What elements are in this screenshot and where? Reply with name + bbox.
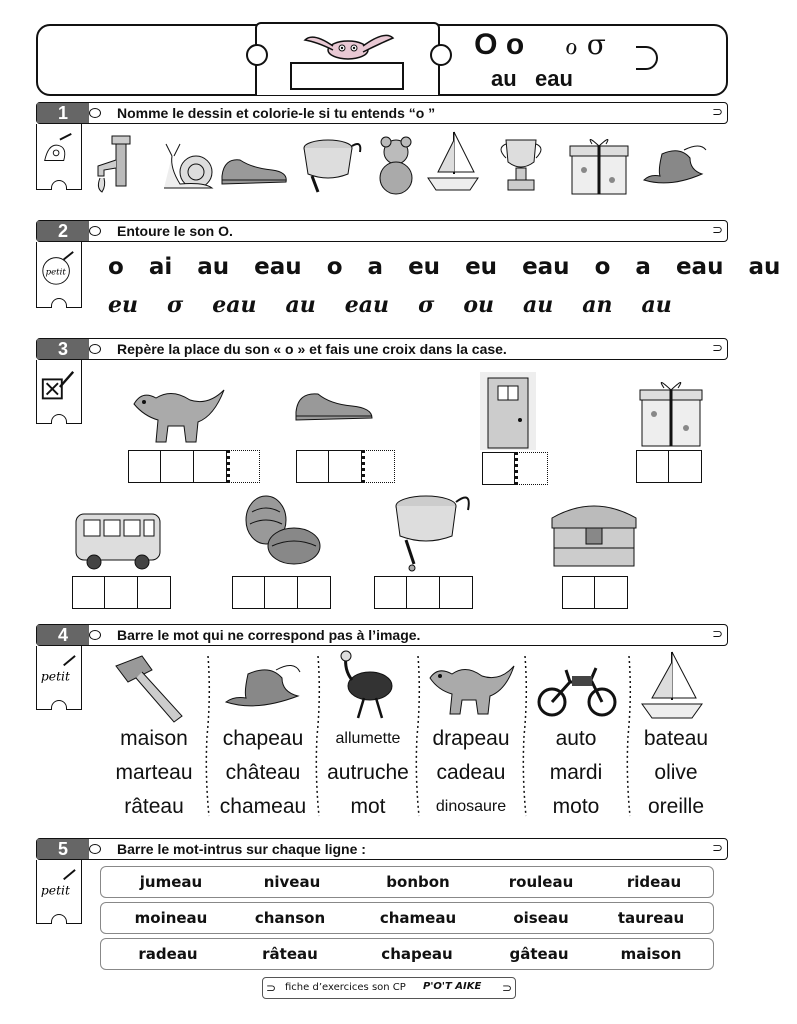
syllable-box[interactable] xyxy=(265,576,298,609)
footer-right-hook-icon: ⊃ xyxy=(501,981,512,995)
s2-cursive-syllable[interactable]: au xyxy=(523,292,554,318)
intrus-row-1 xyxy=(100,866,714,898)
syllable-box[interactable] xyxy=(194,450,227,483)
petit-pencil-icon xyxy=(39,654,77,692)
section-4-notch xyxy=(51,700,67,710)
s2-cursive-syllable[interactable]: σ xyxy=(167,292,184,318)
syllable-box[interactable] xyxy=(562,576,595,609)
section-3-notch xyxy=(51,414,67,424)
intrus-row-2 xyxy=(100,902,714,934)
s2-cursive-syllable[interactable]: au xyxy=(641,292,672,318)
coffre-image xyxy=(546,494,642,570)
cadeau-image-2 xyxy=(636,372,706,448)
drawing-pencil-icon xyxy=(39,132,77,170)
section-2-rail xyxy=(36,242,82,308)
s2-syllable[interactable]: eu xyxy=(465,254,498,280)
puzzle-knob-right xyxy=(430,44,452,66)
s2-cursive-syllable[interactable]: eau xyxy=(212,292,257,318)
section-1-bar xyxy=(36,102,728,124)
s2-cursive-syllable[interactable]: eau xyxy=(344,292,390,318)
s2-syllable[interactable]: eu xyxy=(408,254,441,280)
syllable-boxes-autobus xyxy=(72,576,171,609)
s2-syllable[interactable]: eau xyxy=(522,254,570,280)
section-1-hook-icon: ⊃ xyxy=(712,105,723,120)
section-3-number: 3 xyxy=(37,339,89,359)
section-4-number: 4 xyxy=(37,625,89,645)
intrus-word[interactable]: radeau xyxy=(138,945,198,963)
porte-image xyxy=(476,372,540,450)
intrus-word[interactable]: maison xyxy=(620,945,682,963)
syllable-box[interactable] xyxy=(595,576,628,609)
intrus-word[interactable]: gâteau xyxy=(509,945,569,963)
intrus-row-3 xyxy=(100,938,714,970)
syllable-box-silent[interactable] xyxy=(515,452,548,485)
s2-cursive-syllable[interactable]: σ xyxy=(418,292,435,318)
footer-left-hook-icon: ⊃ xyxy=(266,981,277,995)
title-script: ℴ σ xyxy=(564,28,606,61)
word-choice[interactable]: bateau xyxy=(643,727,709,750)
word-column-bateau xyxy=(623,722,729,824)
marteau-image xyxy=(112,652,192,724)
intrus-word[interactable]: niveau xyxy=(263,873,321,891)
intrus-word[interactable]: oiseau xyxy=(513,909,569,927)
intrus-word[interactable]: bonbon xyxy=(386,873,450,891)
svg-text:petit: petit xyxy=(40,669,70,684)
syllable-box[interactable] xyxy=(105,576,138,609)
syllable-box[interactable] xyxy=(440,576,473,609)
syllable-box[interactable] xyxy=(407,576,440,609)
word-choice[interactable]: cadeau xyxy=(436,761,506,784)
syllable-boxes-dinosaure xyxy=(128,450,260,483)
coupe-image xyxy=(494,134,548,196)
section-3-dot xyxy=(89,344,101,354)
word-column-chapeau xyxy=(210,722,316,824)
section-2-bar xyxy=(36,220,728,242)
syllable-boxes-porte xyxy=(482,452,548,485)
word-choice[interactable]: autruche xyxy=(327,761,409,784)
intrus-word[interactable]: chanson xyxy=(254,909,326,927)
section-1-instruction: Nomme le dessin et colorie-le si tu entends “o ” xyxy=(117,105,436,121)
syllable-box[interactable] xyxy=(298,576,331,609)
section-1-dot xyxy=(89,108,101,118)
syllable-box[interactable] xyxy=(329,450,362,483)
svg-text:petit: petit xyxy=(45,267,66,278)
s2-cursive-syllable[interactable]: ou xyxy=(463,292,494,318)
syllable-box-silent[interactable] xyxy=(227,450,260,483)
bunny-mascot-icon xyxy=(293,26,403,66)
word-column-marteau xyxy=(101,722,207,824)
s2-syllable[interactable]: o xyxy=(108,254,124,280)
dinosaure-image-2 xyxy=(426,654,518,718)
header-title xyxy=(452,28,628,62)
s2-syllable[interactable]: eau xyxy=(254,254,302,280)
title-main: O o xyxy=(474,28,525,61)
section-2-dot xyxy=(89,226,101,236)
artichauts-image xyxy=(232,490,326,572)
bateau-image-2 xyxy=(640,648,704,724)
syllable-box[interactable] xyxy=(374,576,407,609)
word-choice[interactable]: dinosaure xyxy=(435,798,507,815)
s2-cursive-syllable[interactable]: au xyxy=(285,292,316,318)
section-5-notch xyxy=(51,914,67,924)
section-5-bar xyxy=(36,838,728,860)
checkbox-pencil-icon xyxy=(39,368,77,406)
word-choice[interactable]: mardi xyxy=(549,761,603,784)
section-4-rail xyxy=(36,646,82,710)
word-choice[interactable]: maison xyxy=(120,727,188,750)
dinosaure-image xyxy=(128,376,228,448)
robinet-image xyxy=(90,132,150,194)
syllable-boxes-chaussure xyxy=(296,450,395,483)
syllable-box[interactable] xyxy=(161,450,194,483)
syllable-box[interactable] xyxy=(296,450,329,483)
syllable-box[interactable] xyxy=(232,576,265,609)
intrus-word[interactable]: rouleau xyxy=(508,873,574,891)
word-choice[interactable]: oreille xyxy=(647,795,705,818)
word-choice[interactable]: râteau xyxy=(124,795,184,818)
s2-syllable[interactable]: au xyxy=(197,254,230,280)
syllable-boxes-coffre xyxy=(562,576,628,609)
section-5-hook-icon: ⊃ xyxy=(712,841,723,856)
intrus-word[interactable]: moineau xyxy=(134,909,208,927)
intrus-word[interactable]: jumeau xyxy=(139,873,203,891)
intrus-word[interactable]: rideau xyxy=(626,873,682,891)
word-choice[interactable]: allumette xyxy=(335,730,401,747)
syllable-box[interactable] xyxy=(636,450,669,483)
escargot-image xyxy=(160,138,218,194)
word-column-moto xyxy=(523,722,629,824)
section-4-instruction: Barre le mot qui ne correspond pas à l’image. xyxy=(117,627,421,643)
s2-syllable[interactable]: eau xyxy=(675,254,724,280)
section-2-cursive-line xyxy=(108,292,728,318)
section-1-rail xyxy=(36,124,82,190)
word-column-autruche xyxy=(315,722,421,824)
autruche-image xyxy=(330,650,406,720)
bateau-image xyxy=(424,128,482,196)
s2-syllable[interactable]: a xyxy=(635,254,651,280)
s2-syllable[interactable]: o xyxy=(326,254,343,280)
intrus-word[interactable]: taureau xyxy=(617,909,685,927)
section-2-print-line xyxy=(108,254,781,280)
s2-syllable[interactable]: au xyxy=(748,254,781,280)
chapeau-image xyxy=(640,140,710,192)
footer-banner xyxy=(262,977,516,999)
section-5-dot xyxy=(89,844,101,854)
word-column-dinosaure xyxy=(418,722,524,824)
petit-pencil-icon xyxy=(39,250,77,288)
ours-image xyxy=(372,136,420,196)
section-4-dot xyxy=(89,630,101,640)
autobus-image xyxy=(70,504,166,572)
puzzle-knob-left xyxy=(246,44,268,66)
section-5-number: 5 xyxy=(37,839,89,859)
word-choice[interactable]: auto xyxy=(555,727,597,750)
name-field-box[interactable] xyxy=(290,62,404,90)
word-choice[interactable]: olive xyxy=(654,761,698,784)
section-4-bar xyxy=(36,624,728,646)
syllable-box[interactable] xyxy=(72,576,105,609)
casserole-image-2 xyxy=(386,484,472,574)
section-4-hook-icon: ⊃ xyxy=(712,627,723,642)
section-2-notch xyxy=(51,298,67,308)
s2-cursive-syllable[interactable]: eu xyxy=(108,292,138,318)
word-choice[interactable]: chameau xyxy=(219,795,307,818)
footer-text: fiche d’exercices son CP xyxy=(285,982,406,993)
intrus-word[interactable]: chameau xyxy=(379,909,457,927)
section-5-rail xyxy=(36,860,82,924)
casserole-image xyxy=(298,132,362,200)
footer-logo: P'O'T AIKE xyxy=(423,981,482,992)
word-choice[interactable]: moto xyxy=(552,795,600,818)
syllable-box-silent[interactable] xyxy=(362,450,395,483)
chapeau-image-2 xyxy=(222,658,304,716)
moto-image xyxy=(536,654,618,720)
syllable-box[interactable] xyxy=(482,452,515,485)
syllable-box[interactable] xyxy=(128,450,161,483)
svg-text:petit: petit xyxy=(40,883,70,898)
section-3-rail xyxy=(36,360,82,424)
s2-syllable[interactable]: ai xyxy=(148,254,173,280)
word-choice[interactable]: marteau xyxy=(115,761,193,784)
chaussure-image-2 xyxy=(292,380,376,426)
s2-syllable[interactable]: a xyxy=(367,254,384,280)
section-2-hook-icon: ⊃ xyxy=(712,223,723,238)
section-2-instruction: Entoure le son O. xyxy=(117,223,233,239)
word-choice[interactable]: chapeau xyxy=(222,727,304,750)
section-3-bar xyxy=(36,338,728,360)
intrus-word[interactable]: râteau xyxy=(262,945,318,963)
section-3-instruction: Repère la place du son « o » et fais une croix dans la case. xyxy=(117,341,507,357)
s2-cursive-syllable[interactable]: an xyxy=(582,292,613,318)
syllable-box[interactable] xyxy=(669,450,702,483)
section-2-number: 2 xyxy=(37,221,89,241)
petit-pencil-icon xyxy=(39,868,77,906)
section-1-number: 1 xyxy=(37,103,89,123)
section-1-notch xyxy=(51,180,67,190)
header-subtitle: au eau xyxy=(491,66,573,91)
section-3-hook-icon: ⊃ xyxy=(712,341,723,356)
chaussure-image xyxy=(218,146,290,188)
s2-syllable[interactable]: o xyxy=(594,254,611,280)
intrus-word[interactable]: chapeau xyxy=(381,945,453,963)
syllable-boxes-cadeau xyxy=(636,450,702,483)
cadeau-image xyxy=(566,132,632,198)
word-choice[interactable]: mot xyxy=(350,795,386,818)
word-choice[interactable]: drapeau xyxy=(432,727,510,750)
syllable-boxes-casserole xyxy=(374,576,473,609)
section-5-instruction: Barre le mot-intrus sur chaque ligne : xyxy=(117,841,366,857)
word-choice[interactable]: château xyxy=(225,761,301,784)
syllable-boxes-artichauts xyxy=(232,576,331,609)
syllable-box[interactable] xyxy=(138,576,171,609)
